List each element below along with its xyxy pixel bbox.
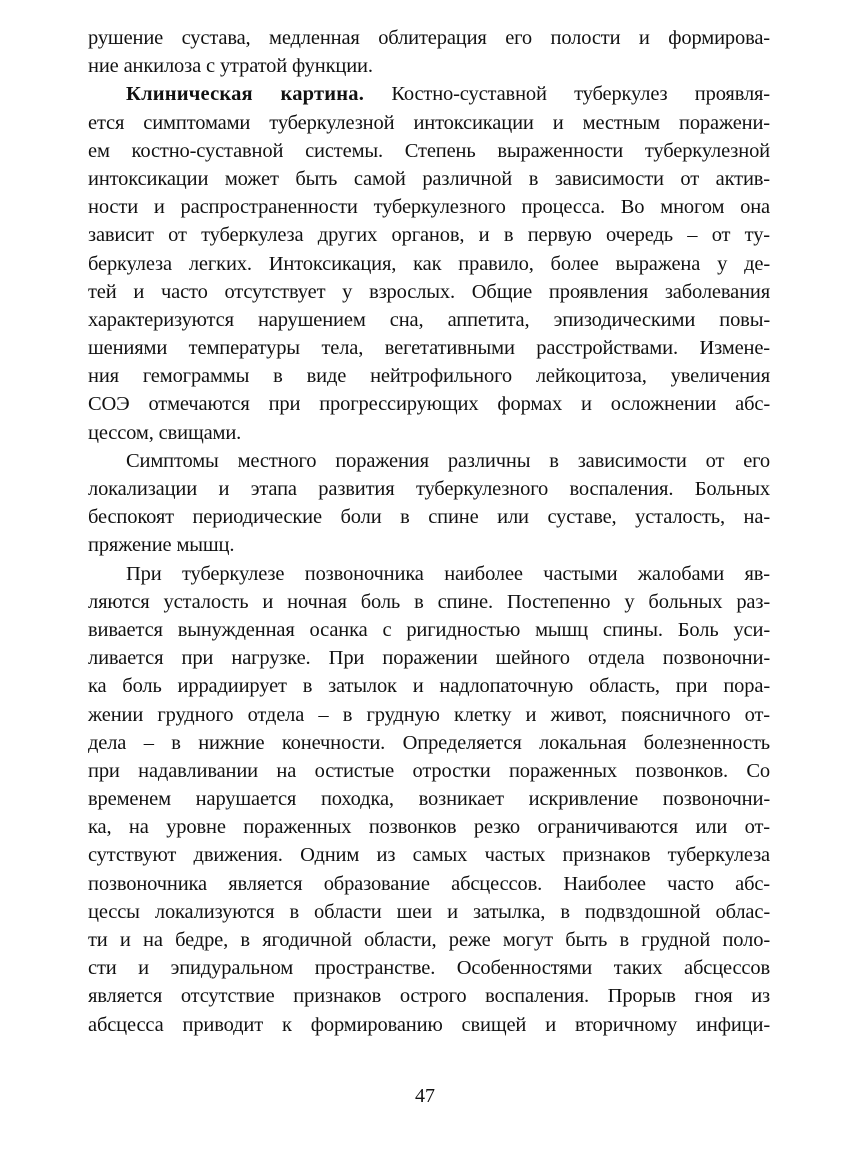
text-line: зависит от туберкулеза других органов, и в первую очередь – от ту- xyxy=(88,224,770,247)
text-line: СОЭ отмечаются при прогрессирующих формах и осложнении абс- xyxy=(88,393,770,416)
text-line: цессом, свищами. xyxy=(88,421,242,444)
paragraph-spine-tuberculosis xyxy=(88,560,770,1039)
text-line: При туберкулезе позвоночника наиболее частыми жалобами яв- xyxy=(126,562,770,585)
page-body xyxy=(88,24,770,1039)
text-line: тей и часто отсутствует у взрослых. Общие проявления заболевания xyxy=(88,280,770,303)
text-line: Симптомы местного поражения различны в зависимости от его xyxy=(126,449,770,472)
paragraph-clinical-picture xyxy=(88,80,770,446)
paragraph-local-symptoms xyxy=(88,447,770,560)
text-line: при надавливании на остистые отростки пораженных позвонков. Со xyxy=(88,759,770,782)
text-line: ка, на уровне пораженных позвонков резко ограничиваются или от- xyxy=(88,816,770,839)
text-line: ем костно-суставной системы. Степень выраженности туберкулезной xyxy=(88,139,770,162)
text-fragment: Костно-суставной туберкулез проявля- xyxy=(364,83,770,106)
text-line xyxy=(88,80,770,108)
text-line: вивается вынужденная осанка с ригидностью мышц спины. Боль уси- xyxy=(88,618,770,641)
text-line: позвоночника является образование абсцессов. Наиболее часто абс- xyxy=(88,872,770,895)
section-heading: Клиническая картина. xyxy=(126,83,365,106)
text-line: пряжение мышц. xyxy=(88,534,235,557)
text-line: рушение сустава, медленная облитерация его полости и формирова- xyxy=(88,27,770,49)
text-line: жении грудного отдела – в грудную клетку и живот, поясничного от- xyxy=(88,703,770,726)
text-line: ляются усталость и ночная боль в спине. Постепенно у больных раз- xyxy=(88,590,770,613)
text-line: локализации и этапа развития туберкулезного воспаления. Больных xyxy=(88,478,770,500)
text-line: шениями температуры тела, вегетативными расстройствами. Измене- xyxy=(88,337,770,360)
text-line: дела – в нижние конечности. Определяется локальная болезненность xyxy=(88,731,770,754)
text-line: ка боль иррадиирует в затылок и надлопаточную область, при пора- xyxy=(88,675,770,698)
text-line: характеризуются нарушением сна, аппетита, эпизодическими повы- xyxy=(88,308,770,331)
paragraph-continuation xyxy=(88,24,770,80)
text-line: сти и эпидуральном пространстве. Особенностями таких абсцессов xyxy=(88,957,770,980)
text-line: цессы локализуются в области шеи и затылка, в подвздошной облас- xyxy=(88,900,770,923)
text-line: является отсутствие признаков острого воспаления. Прорыв гноя из xyxy=(88,985,770,1008)
text-line: беспокоят периодические боли в спине или суставе, усталость, на- xyxy=(88,506,770,529)
text-line: ности и распространенности туберкулезного процесса. Во многом она xyxy=(88,196,770,219)
text-line: интоксикации может быть самой различной в зависимости от актив- xyxy=(88,167,770,190)
text-line: абсцесса приводит к формированию свищей и вторичному инфици- xyxy=(88,1013,770,1036)
text-line: беркулеза легких. Интоксикация, как правило, более выражена у де- xyxy=(88,252,770,275)
text-line: ется симптомами туберкулезной интоксикации и местным поражени- xyxy=(88,111,770,134)
text-line: ти и на бедре, в ягодичной области, реже могут быть в грудной поло- xyxy=(88,929,770,951)
text-line: временем нарушается походка, возникает искривление позвоночни- xyxy=(88,788,770,811)
text-line: ливается при нагрузке. При поражении шейного отдела позвоночни- xyxy=(88,647,770,670)
page-number: 47 xyxy=(415,1085,435,1107)
text-line: ния гемограммы в виде нейтрофильного лейкоцитоза, увеличения xyxy=(88,365,770,388)
text-line: сутствуют движения. Одним из самых частых признаков туберкулеза xyxy=(88,844,770,867)
text-line: ние анкилоза с утратой функции. xyxy=(88,55,373,78)
